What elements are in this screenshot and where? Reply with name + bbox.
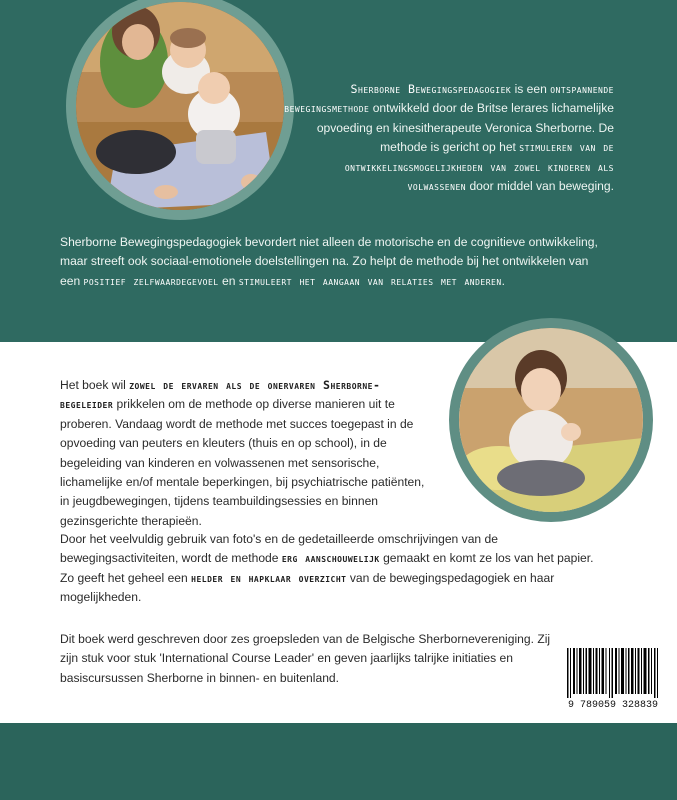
para2-highlight-relations: stimuleert het aangaan van relaties met anderen (238, 273, 502, 288)
photo-toddler-sitting-image (459, 328, 643, 512)
para4-text-1: Door het veelvuldig gebruik van foto's en de gedetailleerde omschrijvingen van de bewegingsactiviteiten, wordt de methode (60, 532, 498, 566)
development-paragraph (60, 233, 608, 291)
isbn-barcode (561, 642, 665, 716)
bottom-teal-strip (0, 723, 677, 800)
photo-mother-with-children-image (76, 2, 284, 210)
para3-text-1: Het boek wil (60, 378, 130, 392)
para4-highlight-overview: helder en hapklaar overzicht (191, 570, 347, 585)
isbn-number: 9 789059 328839 (567, 700, 658, 711)
para3-text-2: prikkelen om de methode op diverse manieren uit te proberen. Vandaag wordt de methode met succes toegepast in de opvoeding van peuters en kleuters (thuis en op school), in de begeleiding van kinderen en volwassenen met sensorische, lichamelijke en/of mentale beperkingen, bij psychiatrische patiënten, in jeugdbewegingen, tijdens teambuildingsessies en binnen gezinsgerichte therapieën. (60, 397, 425, 528)
para2-text-2: en (218, 273, 239, 288)
intro-text-2: ontwikkeld door de Britse lerares lichamelijke opvoeding en kinesitherapeute Veronica Sherborne. De methode is gericht op het (316, 101, 614, 155)
para4-text-2: gemaakt en komt ze los van het papier. Zo geeft het geheel een (60, 551, 594, 585)
book-intent-paragraph (60, 376, 430, 531)
para5-text-1: Dit boek werd geschreven door zes groepsleden van de Belgische Sherbornevereniging. Zij zijn stuk voor stuk 'International Course Leader' en geven jaarlijks talrijke initiaties en basiscursussen Sherborne in binnen- en buitenland. (60, 632, 551, 685)
intro-highlight-title: Sherborne Bewegingspedagogiek (350, 82, 512, 96)
intro-highlight-stimulate: stimuleren van de ontwikkelingsmogelijkheden van zowel kinderen als volwassenen (344, 140, 614, 194)
para2-highlight-selfworth: positief zelfwaardegevoel (83, 273, 219, 288)
barcode-bars (567, 648, 659, 698)
para4-highlight-visual: erg aanschouwelijk (281, 551, 380, 566)
intro-highlight-method: ontspannende bewegingsmethode (284, 82, 614, 116)
intro-paragraph (284, 80, 614, 196)
para3-highlight-guide: zowel de ervaren als de onervaren Sherborne-begeleider (60, 378, 381, 412)
intro-text-3: door middel van beweging. (466, 179, 614, 194)
intro-text-1: is een (511, 82, 551, 96)
photo-mother-with-children (66, 0, 294, 220)
para2-text-3: . (501, 273, 506, 288)
photo-toddler-sitting (449, 318, 653, 522)
photos-paragraph (60, 530, 605, 608)
authors-paragraph (60, 630, 560, 688)
para2-text-1: Sherborne Bewegingspedagogiek bevordert niet alleen de motorische en de cognitieve ontwikkeling, maar streeft ook sociaal-emotionele doelstellingen na. Zo helpt de methode bij het ontwikkelen van een (60, 235, 598, 288)
para4-text-3: van de bewegingspedagogiek en haar mogelijkheden. (60, 570, 555, 605)
